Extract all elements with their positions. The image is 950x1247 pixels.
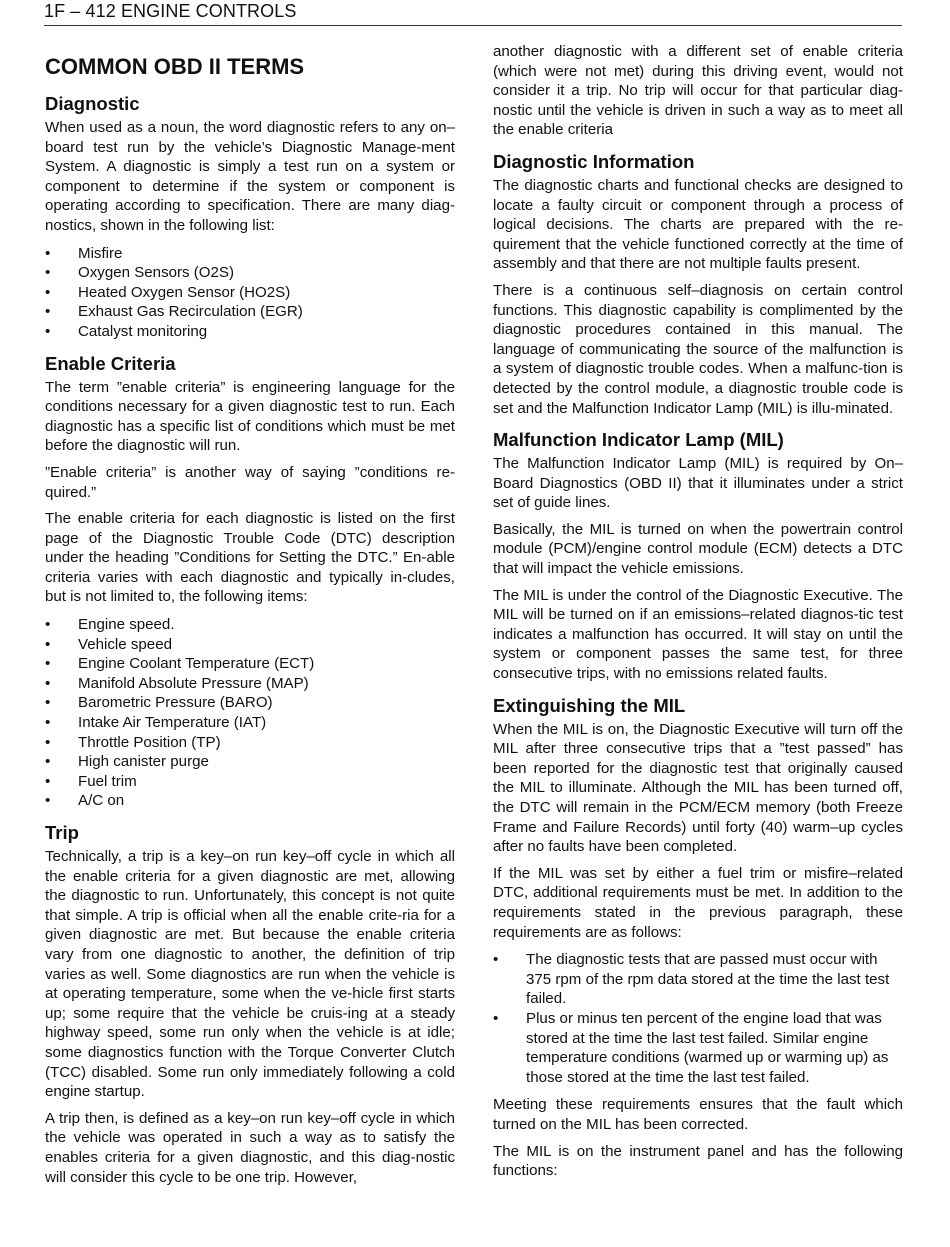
page-header <box>44 0 902 26</box>
paragraph: If the MIL was set by either a fuel trim or misfire–related DTC, additional requirements must be met. In addition to the requirements stated in the previous paragraph, these requirements are as follows: <box>493 864 903 941</box>
heading-diagnostic-information: Diagnostic Information <box>493 150 695 172</box>
right-column <box>493 42 903 1188</box>
paragraph: There is a continuous self–diagnosis on certain control functions. This diagnostic capability is complimented by the diagnostic procedures contained in this manual. The language of communicating the source of the malfunction is a system of diagnostic trouble codes. When a malfunc-tion is detected by the control module, a diagnostic trouble code is set and the Malfunction Indicator Lamp (MIL) is illu-minated. <box>493 281 903 417</box>
list-item: • Engine Coolant Temperature (ECT) <box>45 654 455 674</box>
paragraph: Basically, the MIL is turned on when the powertrain control module (PCM)/engine control module (ECM) detects a DTC that will impact the vehicle emissions. <box>493 520 903 578</box>
paragraph: Technically, a trip is a key–on run key–off cycle in which all the enable criteria for a given diagnostic are met, allowing the diagnostic to run. Unfortunately, this concept is not quite that simple. A trip is official when all the enable crite-ria for a given diagnostic are met. But because the enable criteria vary from one diagnostic to another, the definition of trip varies as well. Some diagnostics are run when the vehicle is at operating temperature, some when the ve-hicle first starts up; some require that the vehicle be cruis-ing at a steady highway speed, some run only when the vehicle is at idle; some diagnostics function with the Torque Converter Clutch (TCC) disabled. Some run only immediately following a cold engine startup. <box>45 848 455 1101</box>
paragraph: When the MIL is on, the Diagnostic Executive will turn off the MIL after three consecutive trips that a ”test passed” has been reported for the diagnostic test that originally caused the MIL to illuminate. Although the MIL has been turned off, the DTC will remain in the PCM/ECM memory (both Freeze Frame and Failure Records) until forty (40) warm–up cycles after no faults have been completed. <box>493 720 903 856</box>
paragraph: A trip then, is defined as a key–on run key–off cycle in which the vehicle was operated in such a way as to satisfy the enables criteria for a given diagnostic, and this diag-nostic will consider this cycle to be one trip. However, <box>45 1109 455 1186</box>
section-diagnostic-information <box>493 150 903 418</box>
list-item: • A/C on <box>45 791 455 811</box>
section-extinguishing-mil <box>493 694 903 1181</box>
section-mil <box>493 428 903 684</box>
main-title: COMMON OBD II TERMS <box>45 54 305 79</box>
paragraph: The term ”enable criteria” is engineering language for the conditions necessary for a given diagnostic test to run. Each diagnostic has a specific list of conditions which must be met before the diagnostic will run. <box>45 378 455 455</box>
section-diagnostic <box>45 92 455 342</box>
paragraph: ”Enable criteria” is another way of saying ”conditions re-quired.” <box>45 463 455 501</box>
section-enable-criteria <box>45 352 455 811</box>
list-item: • Manifold Absolute Pressure (MAP) <box>45 674 455 694</box>
heading-enable-criteria: Enable Criteria <box>45 352 176 374</box>
list-item: • Plus or minus ten percent of the engine load that was stored at the time the last test failed. Similar engine temperature conditions (warmed up or warming up) as those stored at the time the last test failed. <box>493 1009 903 1087</box>
paragraph: The enable criteria for each diagnostic is listed on the first page of the Diagnostic Trouble Code (DTC) description under the heading ”Conditions for Setting the DTC.” En-able criteria varies with each diagnostic and typically in-cludes, but is not limited to, the following items: <box>45 510 455 606</box>
list-item: • Vehicle speed <box>45 635 455 655</box>
heading-extinguishing-mil: Extinguishing the MIL <box>493 694 686 716</box>
left-column <box>45 40 455 1194</box>
diagnostic-list <box>45 244 455 342</box>
list-item: • The diagnostic tests that are passed must occur with 375 rpm of the rpm data stored at the time the last test failed. <box>493 950 903 1009</box>
mil-requirements-list <box>493 950 903 1087</box>
list-item: • Barometric Pressure (BARO) <box>45 693 455 713</box>
list-item: • Engine speed. <box>45 615 455 635</box>
list-item: • Exhaust Gas Recirculation (EGR) <box>45 302 455 322</box>
paragraph: Meeting these requirements ensures that the fault which turned on the MIL has been corrected. <box>493 1096 903 1133</box>
paragraph: The MIL is on the instrument panel and has the following functions: <box>493 1142 903 1180</box>
list-item: • Heated Oxygen Sensor (HO2S) <box>45 283 455 303</box>
paragraph: The MIL is under the control of the Diagnostic Executive. The MIL will be turned on if an emissions–related diagnos-tic test indicates a malfunction has occurred. It will stay on until the system or component passes the same test, for three consecutive trips, with no emissions related faults. <box>493 586 903 683</box>
heading-mil: Malfunction Indicator Lamp (MIL) <box>493 429 784 451</box>
heading-diagnostic: Diagnostic <box>45 93 140 114</box>
list-item: • Throttle Position (TP) <box>45 733 455 753</box>
paragraph-trip-continued: another diagnostic with a different set of enable criteria (which were not met) during this driving event, would not consider it a trip. No trip will occur for that particular diag-nostic until the vehicle is driven in such a way as to meet all the enable criteria <box>493 43 903 139</box>
list-item: • Misfire <box>45 244 455 264</box>
section-trip <box>45 821 455 1187</box>
heading-trip: Trip <box>45 822 79 843</box>
paragraph: When used as a noun, the word diagnostic refers to any on–board test run by the vehicle’s Diagnostic Manage-ment System. A diagnostic is simply a test run on a system or component to determine if the system or component is operating according to specification. There are many diag-nostics, shown in the following list: <box>45 119 455 234</box>
paragraph: The Malfunction Indicator Lamp (MIL) is required by On–Board Diagnostics (OBD II) that it illuminates under a strict set of guide lines. <box>493 455 903 512</box>
list-item: • Intake Air Temperature (IAT) <box>45 713 455 733</box>
paragraph: The diagnostic charts and functional checks are designed to locate a faulty circuit or component through a process of logical decisions. The charts are prepared with the re-quirement that the vehicle functioned correctly at the time of assembly and that there are not multiple faults present. <box>493 176 903 273</box>
enable-criteria-list <box>45 615 455 811</box>
list-item: • Catalyst monitoring <box>45 322 455 342</box>
list-item: • Fuel trim <box>45 772 455 792</box>
page-header-title: 1F – 412 ENGINE CONTROLS <box>44 1 297 21</box>
list-item: • Oxygen Sensors (O2S) <box>45 263 455 283</box>
list-item: • High canister purge <box>45 752 455 772</box>
